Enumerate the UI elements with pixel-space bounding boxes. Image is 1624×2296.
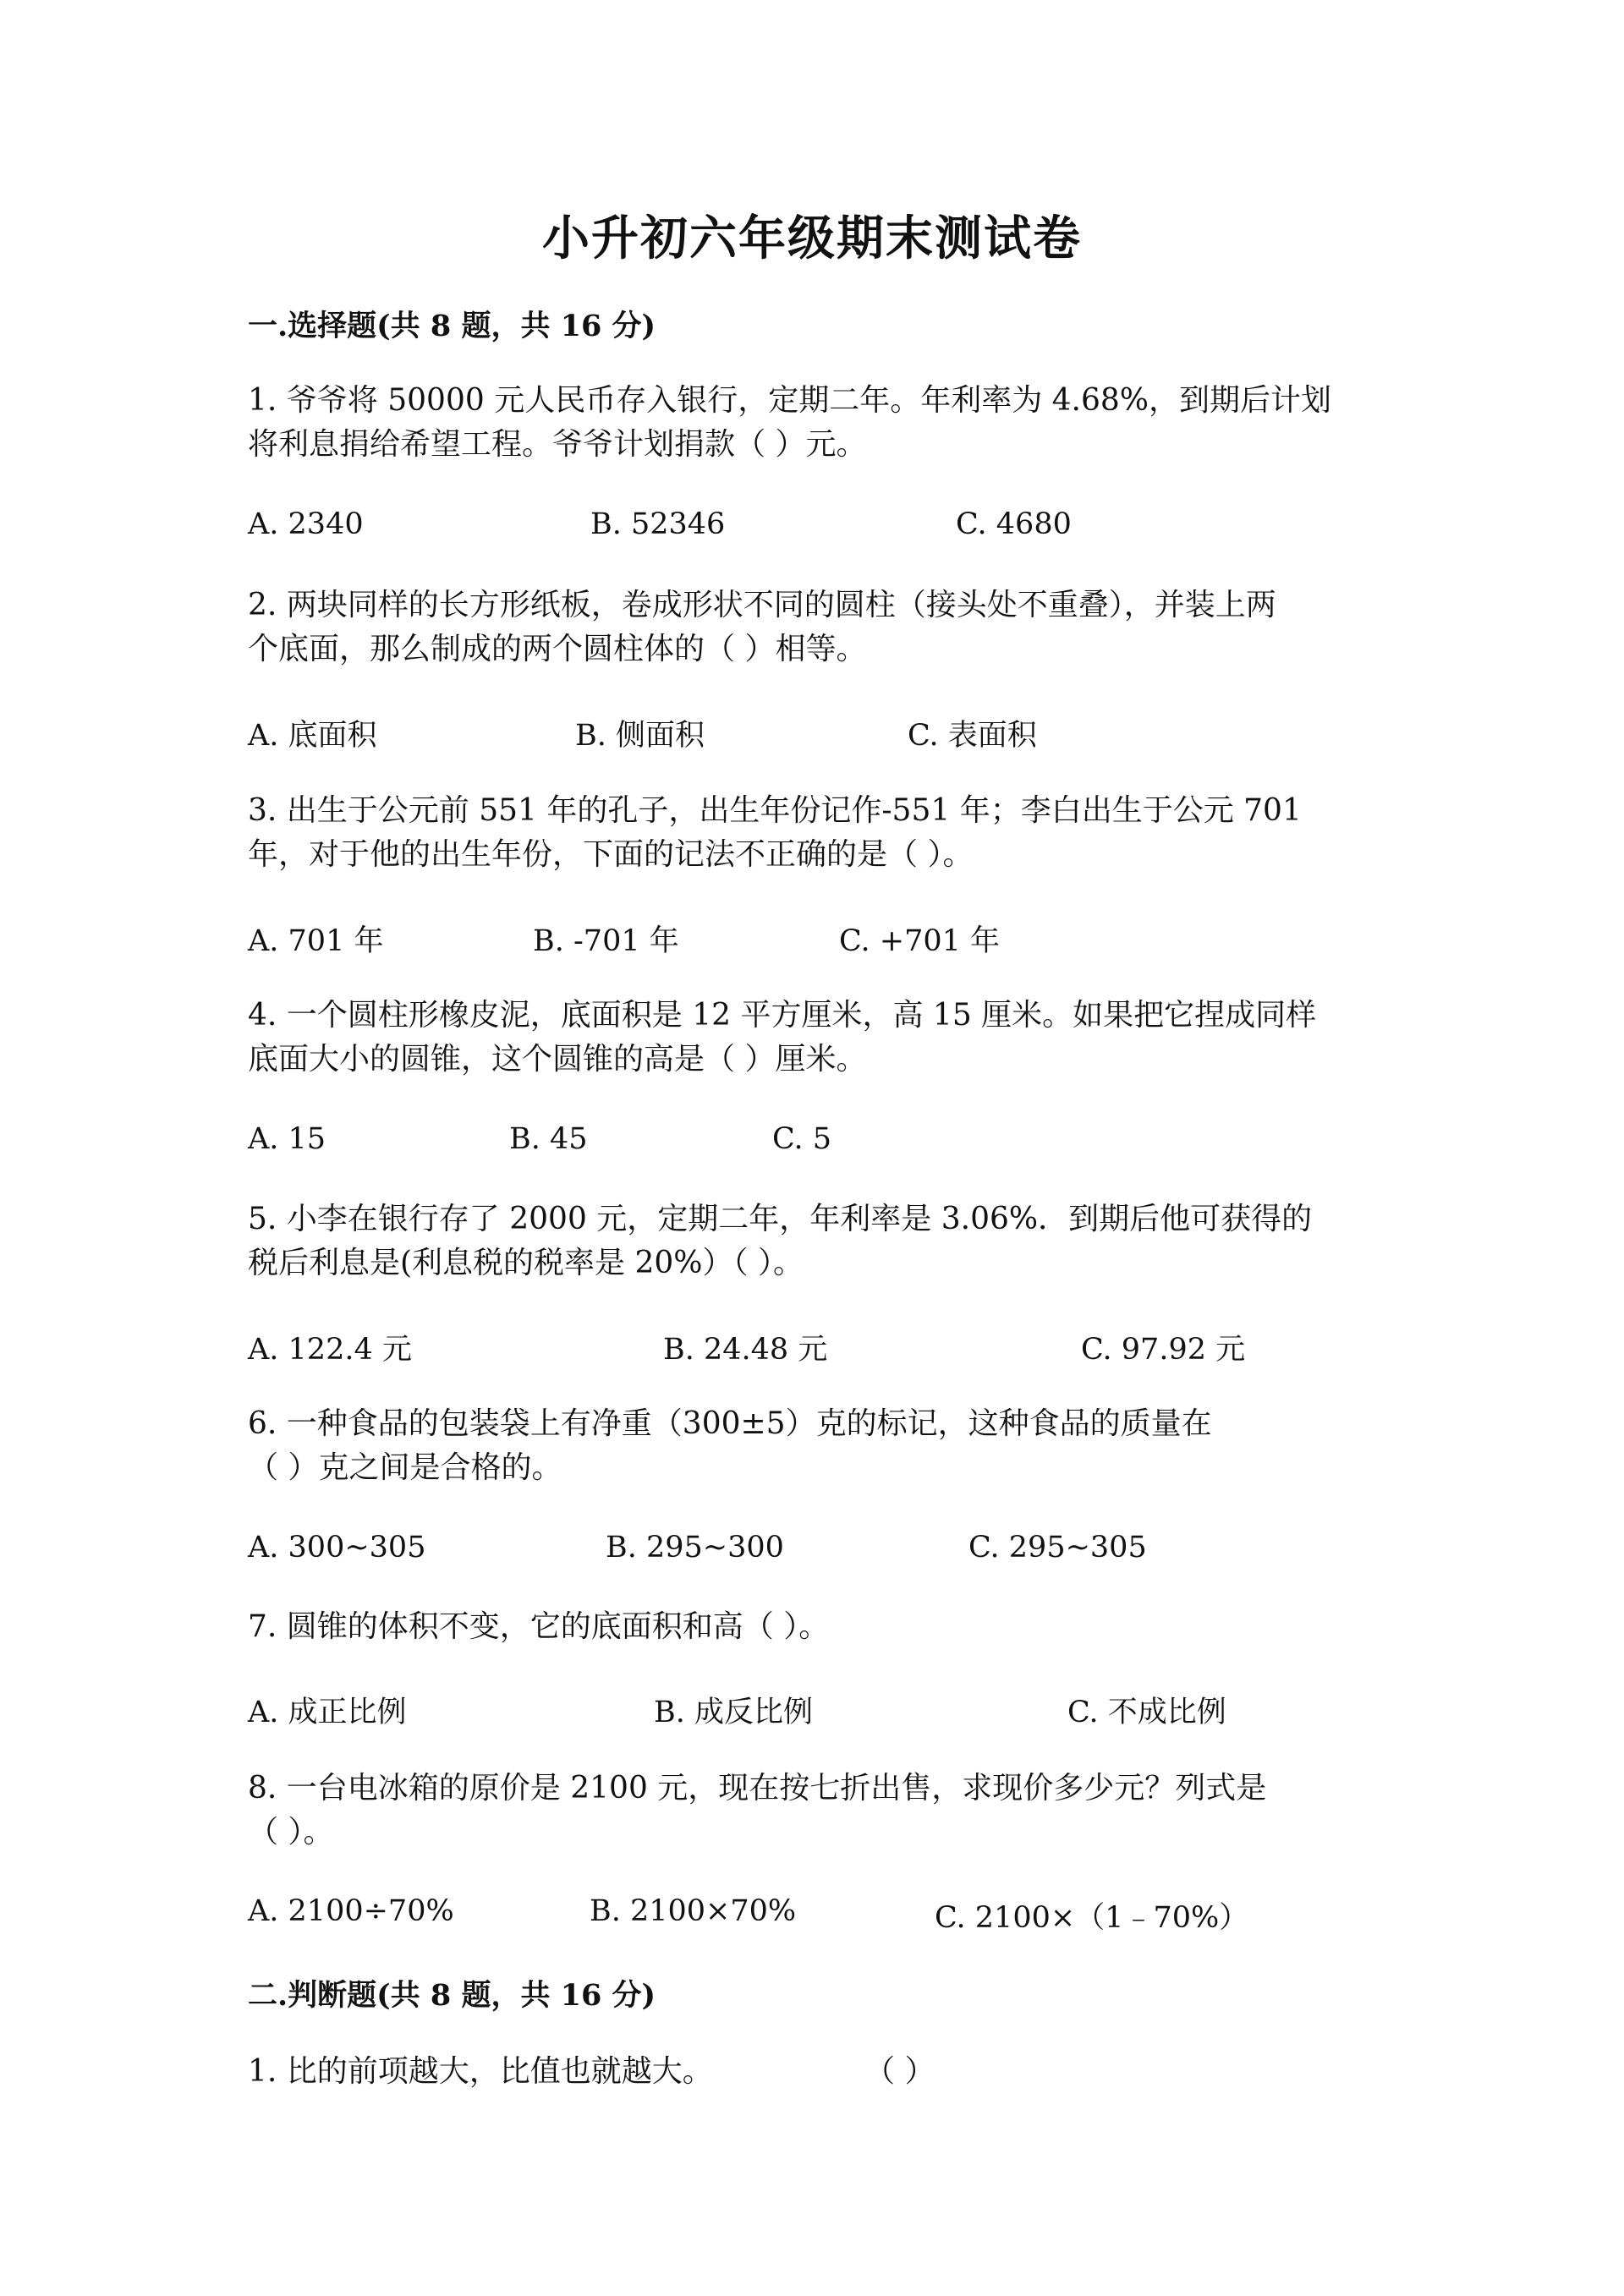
question-3	[248, 789, 1302, 877]
question-1	[248, 379, 1331, 467]
section-heading-judgment: 二.判断题(共 8 题，共 16 分)	[248, 1978, 656, 2013]
question-6	[248, 1402, 1212, 1490]
option-b: B. 成反比例	[654, 1696, 813, 1729]
question-5	[248, 1197, 1312, 1285]
question-4	[248, 994, 1316, 1082]
option-c: C. 表面积	[908, 719, 1037, 753]
question-text-line: 1. 爷爷将 50000 元人民币存入银行，定期二年。年利率为 4.68%，到期后计划	[248, 383, 1332, 418]
judgment-item-1	[248, 2050, 713, 2094]
question-text-line: 税后利息是(利息税的税率是 20%）（ ）。	[248, 1246, 804, 1280]
option-b: B. 45	[509, 1122, 588, 1156]
question-text-line: 年，对于他的出生年份，下面的记法不正确的是（ ）。	[248, 837, 974, 872]
question-text-line: 5. 小李在银行存了 2000 元，定期二年，年利率是 3.06%．到期后他可获得的	[248, 1202, 1313, 1236]
question-text-line: 个底面，那么制成的两个圆柱体的（ ）相等。	[248, 632, 867, 666]
option-c: C. +701 年	[839, 924, 1001, 958]
question-text-line: 6. 一种食品的包装袋上有净重（300±5）克的标记，这种食品的质量在	[248, 1406, 1212, 1441]
option-c: C. 不成比例	[1067, 1696, 1226, 1729]
option-b: B. -701 年	[533, 924, 679, 958]
option-c: C. 4680	[956, 507, 1072, 541]
option-a: A. 2100÷70%	[248, 1894, 454, 1928]
option-a: A. 底面积	[248, 719, 377, 753]
section-heading-choice: 一.选择题(共 8 题，共 16 分)	[248, 309, 656, 343]
judgment-text: 1. 比的前项越大，比值也就越大。	[248, 2054, 713, 2089]
option-a: A. 15	[248, 1122, 326, 1156]
answer-blank: （ ）	[864, 2054, 935, 2089]
option-c: C. 2100×（1﹣70%）	[935, 1901, 1249, 1935]
option-c: C. 295~305	[968, 1531, 1147, 1564]
option-a: A. 300~305	[248, 1531, 426, 1564]
question-text-line: 7. 圆锥的体积不变，它的底面积和高（ ）。	[248, 1609, 830, 1644]
option-b: B. 24.48 元	[663, 1333, 828, 1367]
question-text-line: （ ）。	[248, 1815, 334, 1849]
page-title: 小升初六年级期末测试卷	[542, 211, 1082, 266]
question-text-line: 4. 一个圆柱形橡皮泥，底面积是 12 平方厘米，高 15 厘米。如果把它捏成同样	[248, 998, 1317, 1033]
question-text-line: 将利息捐给希望工程。爷爷计划捐款（ ）元。	[248, 427, 867, 462]
question-8	[248, 1767, 1266, 1855]
question-text-line: 3. 出生于公元前 551 年的孔子，出生年份记作-551 年；李白出生于公元 701	[248, 793, 1302, 828]
option-c: C. 5	[772, 1122, 832, 1156]
option-b: B. 侧面积	[575, 719, 705, 753]
question-text-line: （ ）克之间是合格的。	[248, 1450, 562, 1485]
option-b: B. 52346	[590, 507, 726, 541]
question-text-line: 2. 两块同样的长方形纸板，卷成形状不同的圆柱（接头处不重叠），并装上两	[248, 588, 1276, 622]
option-b: B. 295~300	[606, 1531, 784, 1564]
option-a: A. 122.4 元	[248, 1333, 412, 1367]
option-b: B. 2100×70%	[590, 1894, 797, 1928]
question-text-line: 底面大小的圆锥，这个圆锥的高是（ ）厘米。	[248, 1042, 867, 1077]
option-a: A. 2340	[248, 507, 364, 541]
option-a: A. 成正比例	[248, 1696, 407, 1729]
question-2	[248, 584, 1276, 671]
option-c: C. 97.92 元	[1081, 1333, 1246, 1367]
question-7	[248, 1605, 829, 1649]
option-a: A. 701 年	[248, 924, 384, 958]
question-text-line: 8. 一台电冰箱的原价是 2100 元，现在按七折出售，求现价多少元？列式是	[248, 1771, 1267, 1806]
